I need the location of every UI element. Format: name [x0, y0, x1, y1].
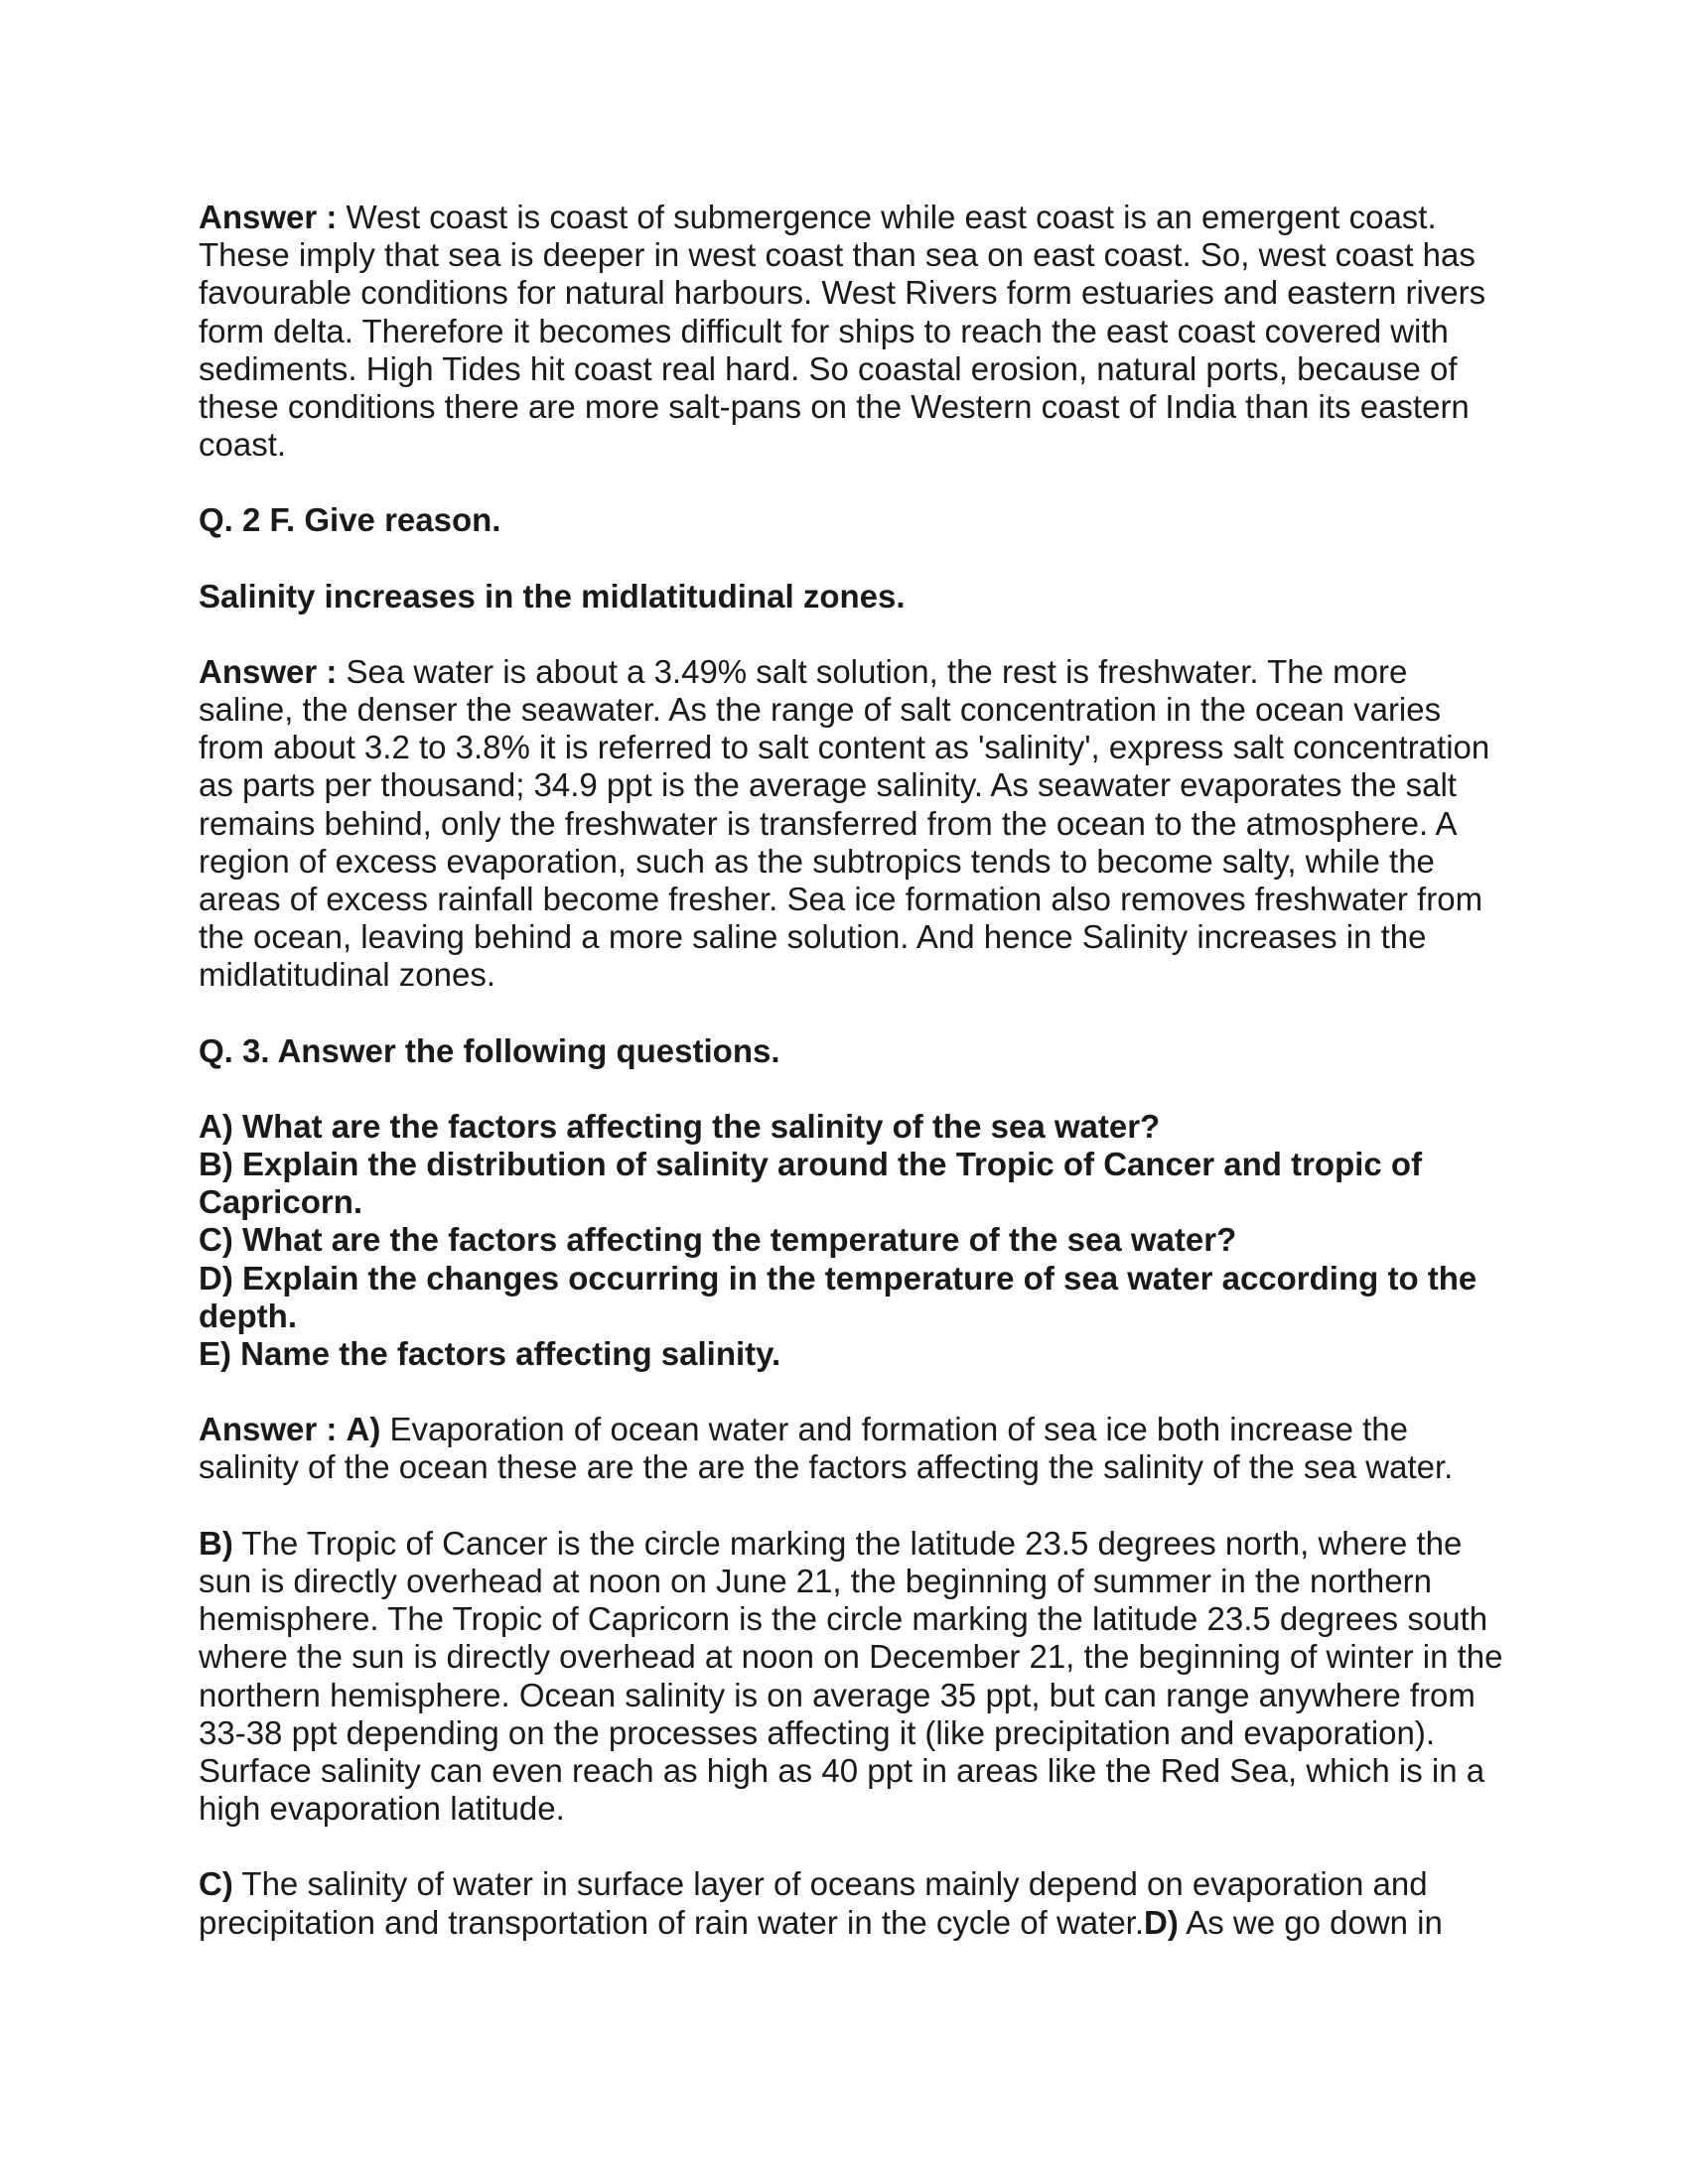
answer-block-3a	[199, 1411, 1509, 1486]
question-heading-q3	[199, 1032, 1509, 1070]
question-list	[199, 1108, 1509, 1373]
answer-c-text: The salinity of water in surface layer of oceans mainly depend on evaporation and precipitation and transportation of rain water in the cycle of water.	[199, 1865, 1428, 1941]
answer-b-label: B)	[199, 1524, 233, 1562]
answer-block-3b	[199, 1525, 1509, 1829]
answer-a-label: A)	[346, 1411, 381, 1448]
question-statement	[199, 578, 1509, 615]
answer-label: Answer :	[199, 1411, 338, 1448]
answer-label: Answer :	[199, 652, 338, 690]
answer-block-3cd	[199, 1865, 1509, 1941]
question-item-a: A) What are the factors affecting the salinity of the sea water?	[199, 1107, 1161, 1145]
question-item-d: D) Explain the changes occurring in the temperature of sea water according to the depth.	[199, 1259, 1477, 1334]
q3-heading: Q. 3. Answer the following questions.	[199, 1031, 780, 1069]
answer-c-label: C)	[199, 1865, 233, 1903]
answer-text: Sea water is about a 3.49% salt solution, the rest is freshwater. The more saline, the denser the seawater. As the range of salt concentration in the ocean varies from about 3.2 to 3.8% it is referred to salt content as 'salinity', express salt concentration as parts per thousand; 34.9 ppt is the average salinity. As seawater evaporates the salt remains behind, only the freshwater is transferred from the ocean to the atmosphere. A region of excess evaporation, such as the subtropics tends to become salty, while the areas of excess rainfall become fresher. Sea ice formation also removes freshwater from the ocean, leaving behind a more saline solution. And hence Salinity increases in the midlatitudinal zones.	[199, 652, 1490, 994]
answer-a-text: Evaporation of ocean water and formation of sea ice both increase the salinity of the ocean these are the are the factors affecting the salinity of the sea water.	[199, 1411, 1454, 1486]
answer-text: West coast is coast of submergence while east coast is an emergent coast. These imply that sea is deeper in west coast than sea on east coast. So, west coast has favourable conditions for natural harbours. West Rivers form estuaries and eastern rivers form delta. Therefore it becomes difficult for ships to reach the east coast covered with sediments. High Tides hit coast real hard. So coastal erosion, natural ports, because of these conditions there are more salt-pans on the Western coast of India than its eastern coast.	[199, 199, 1486, 464]
q2f-statement: Salinity increases in the midlatitudinal zones.	[199, 577, 906, 614]
document-page	[199, 199, 1509, 1942]
q2f-heading: Q. 2 F. Give reason.	[199, 501, 501, 539]
answer-block-2	[199, 653, 1509, 995]
question-item-b: B) Explain the distribution of salinity around the Tropic of Cancer and tropic of Capricorn.	[199, 1146, 1423, 1221]
question-item-e: E) Name the factors affecting salinity.	[199, 1335, 781, 1373]
answer-d-text: As we go down in	[1186, 1903, 1443, 1941]
question-item-c: C) What are the factors affecting the temperature of the sea water?	[199, 1221, 1237, 1259]
answer-d-label: D)	[1144, 1903, 1179, 1941]
answer-block-1	[199, 199, 1509, 464]
question-heading-q2f	[199, 501, 1509, 539]
answer-label: Answer :	[199, 199, 338, 235]
answer-b-text: The Tropic of Cancer is the circle marking the latitude 23.5 degrees north, where the sun is directly overhead at noon on June 21, the beginning of summer in the northern hemisphere. The Tropic of Capricorn is the circle marking the latitude 23.5 degrees south where the sun is directly overhead at noon on December 21, the beginning of winter in the northern hemisphere. Ocean salinity is on average 35 ppt, but can range anywhere from 33-38 ppt depending on the processes affecting it (like precipitation and evaporation). Surface salinity can even reach as high as 40 ppt in areas like the Red Sea, which is in a high evaporation latitude.	[199, 1524, 1503, 1828]
